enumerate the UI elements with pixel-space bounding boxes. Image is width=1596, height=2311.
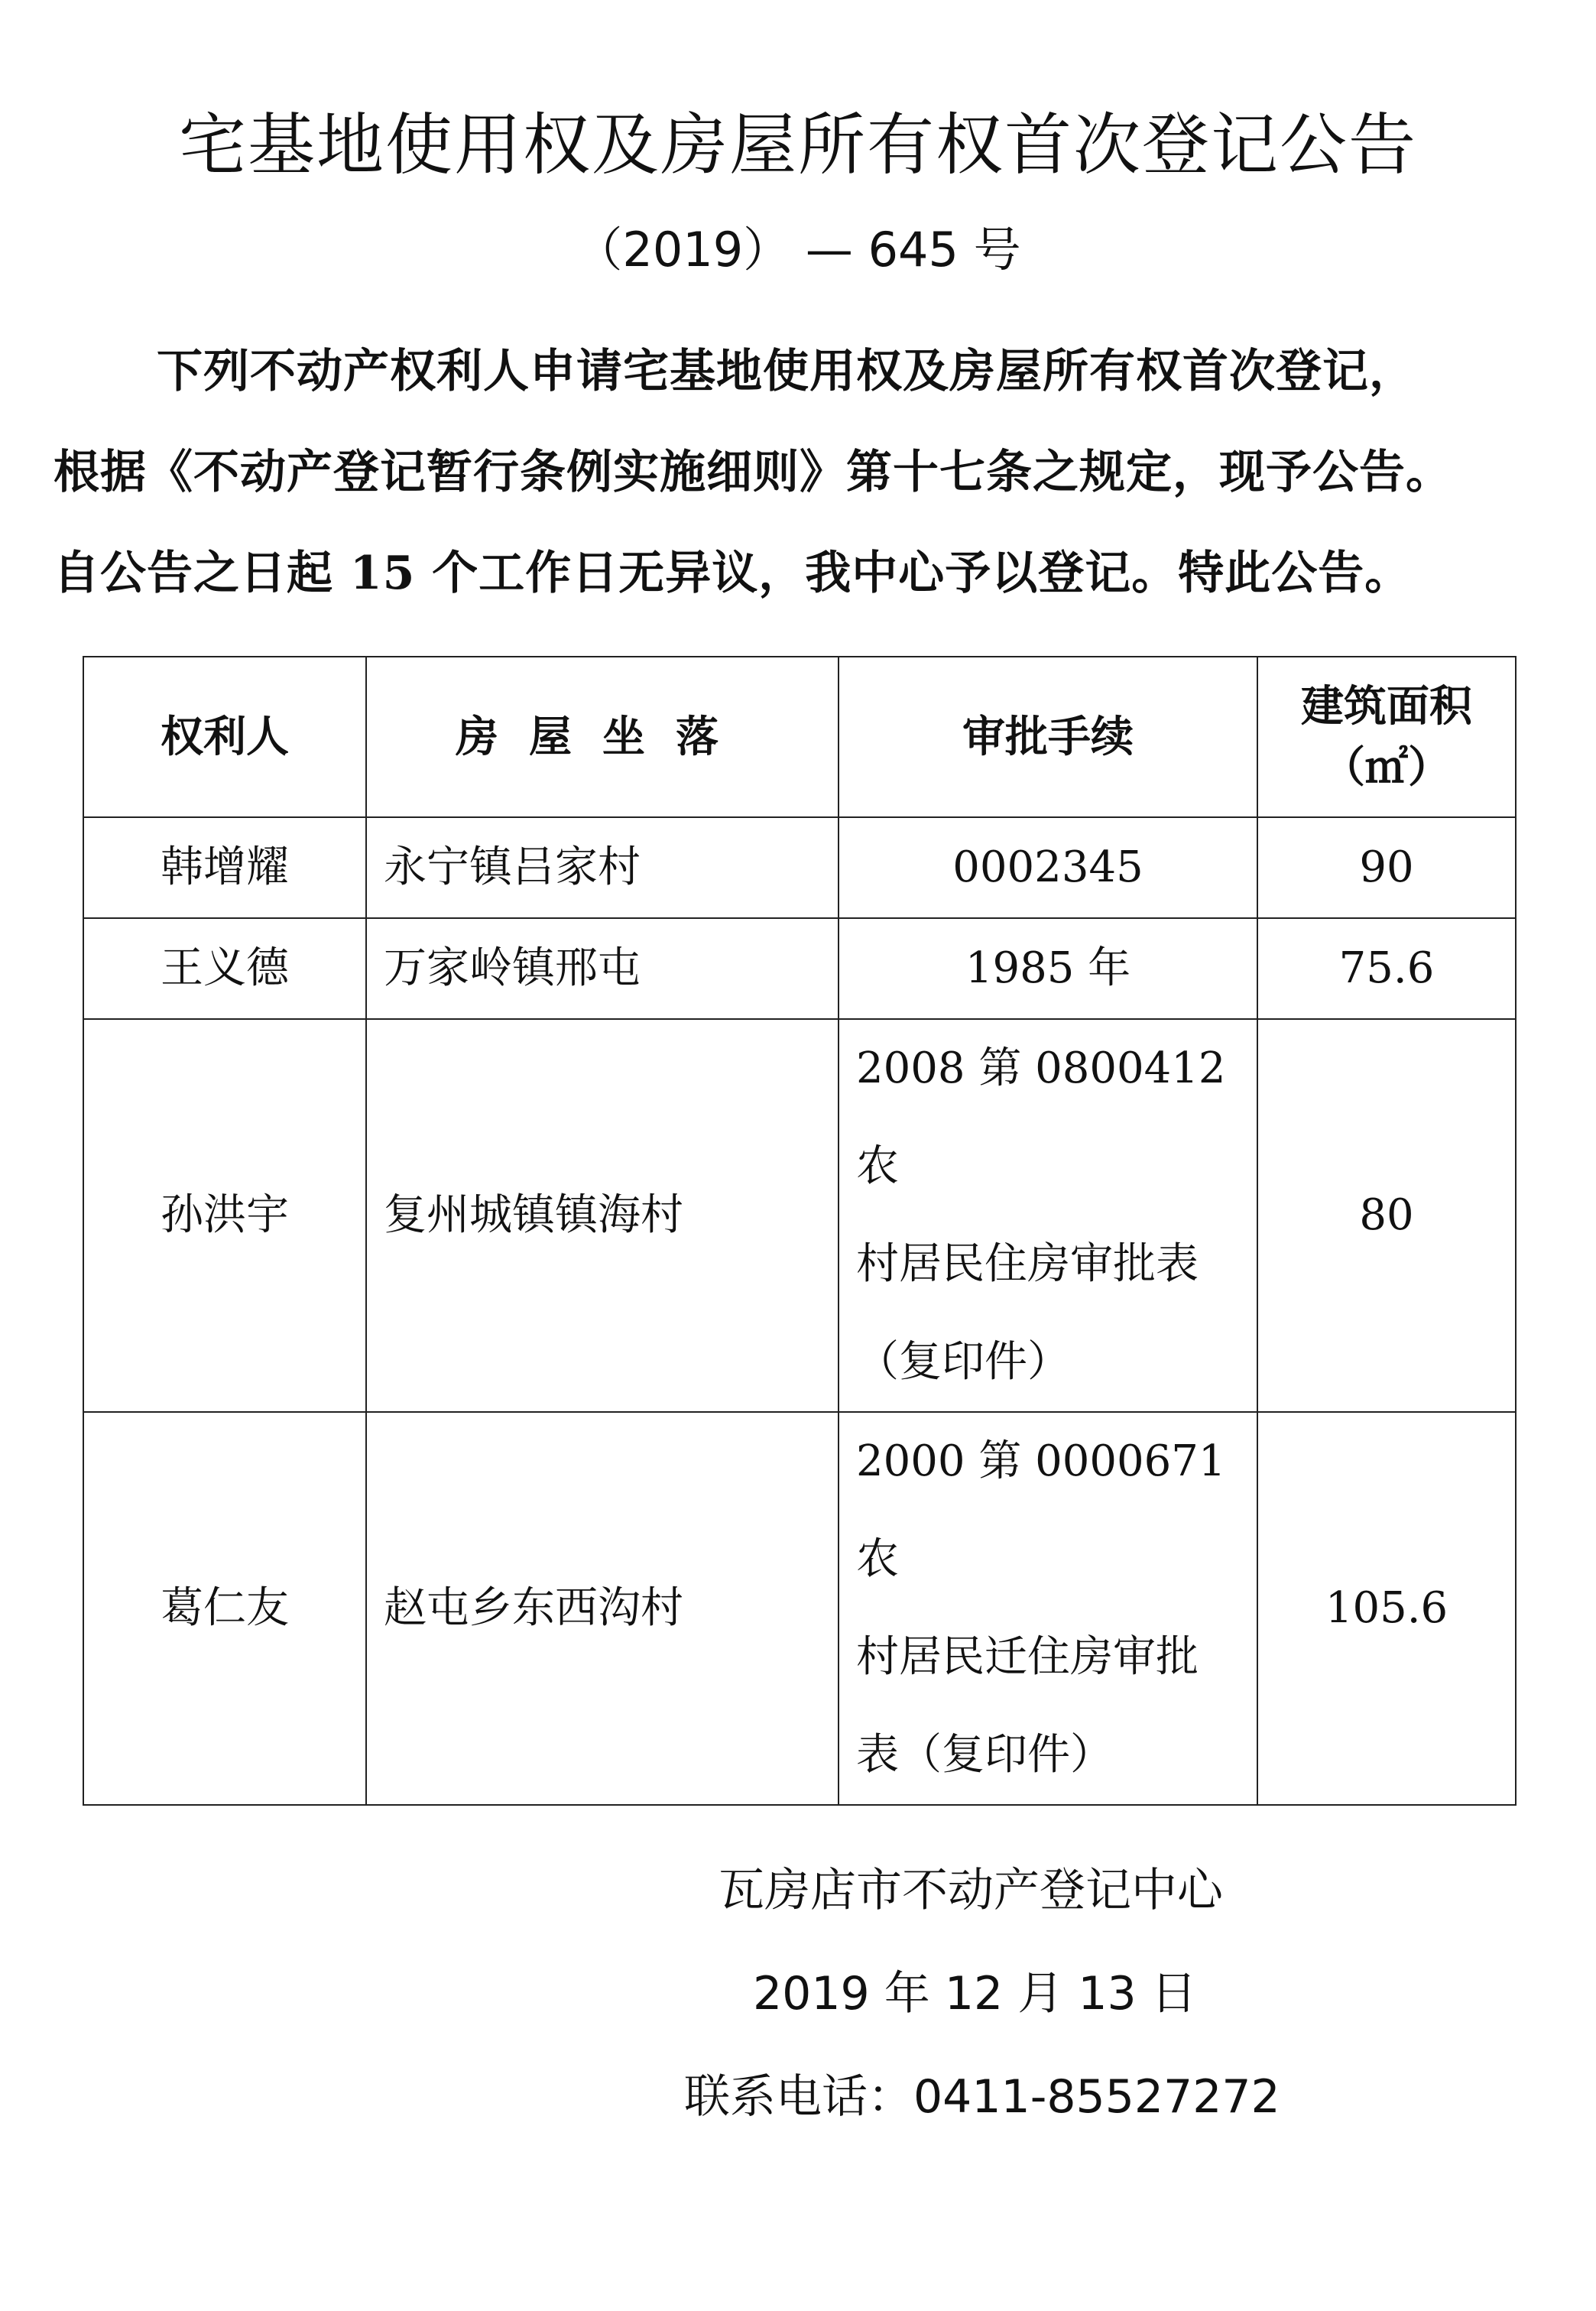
notice-title: 宅基地使用权及房屋所有权首次登记公告 bbox=[178, 105, 1417, 184]
cell-location: 永宁镇吕家村 bbox=[366, 817, 839, 918]
approval-line: （复印件） bbox=[856, 1337, 1070, 1387]
cell-area: 80 bbox=[1257, 1019, 1516, 1412]
header-area-unit: （㎡） bbox=[1322, 742, 1451, 793]
table-row bbox=[83, 1412, 1516, 1805]
table-row bbox=[83, 918, 1516, 1019]
body-line-1: 下列不动产权利人申请宅基地使用权及房屋所有权首次登记， bbox=[157, 345, 1416, 398]
issuing-organization: 瓦房店市不动产登记中心 bbox=[719, 1864, 1223, 1917]
header-approval: 审批手续 bbox=[839, 657, 1257, 817]
cell-approval: 0002345 bbox=[839, 817, 1257, 918]
cell-approval bbox=[839, 1412, 1257, 1805]
cell-holder: 韩增耀 bbox=[83, 817, 366, 918]
approval-line: 2008 第 0800412 农 bbox=[856, 1044, 1226, 1191]
header-area bbox=[1257, 657, 1516, 817]
cell-area: 90 bbox=[1257, 817, 1516, 918]
header-holder: 权利人 bbox=[83, 657, 366, 817]
cell-holder: 王义德 bbox=[83, 918, 366, 1019]
cell-holder: 孙洪宇 bbox=[83, 1019, 366, 1412]
cell-location: 复州城镇镇海村 bbox=[366, 1019, 839, 1412]
registration-table bbox=[83, 656, 1517, 1806]
header-area-label: 建筑面积 bbox=[1301, 681, 1472, 732]
notice-body bbox=[54, 321, 1544, 624]
approval-line: 村居民迁住房审批 bbox=[856, 1632, 1199, 1682]
header-location: 房屋坐落 bbox=[366, 657, 839, 817]
issue-date: 2019 年 12 月 13 日 bbox=[753, 1967, 1197, 2021]
cell-location: 万家岭镇邢屯 bbox=[366, 918, 839, 1019]
cell-area: 105.6 bbox=[1257, 1412, 1516, 1805]
cell-approval bbox=[839, 1019, 1257, 1412]
table-header-row bbox=[83, 657, 1516, 817]
cell-approval: 1985 年 bbox=[839, 918, 1257, 1019]
approval-line: 村居民住房审批表 bbox=[856, 1239, 1199, 1289]
approval-line: 2000 第 0000671 农 bbox=[856, 1436, 1226, 1584]
document-number: （2019） — 645 号 bbox=[575, 222, 1021, 278]
cell-area: 75.6 bbox=[1257, 918, 1516, 1019]
table-row bbox=[83, 817, 1516, 918]
contact-phone: 联系电话：0411-85527272 bbox=[684, 2070, 1280, 2124]
body-line-2: 根据《不动产登记暂行条例实施细则》第十七条之规定，现予公告。 bbox=[54, 446, 1452, 499]
table-row bbox=[83, 1019, 1516, 1412]
body-line-3: 自公告之日起 15 个工作日无异议，我中心予以登记。特此公告。 bbox=[54, 547, 1412, 600]
cell-location: 赵屯乡东西沟村 bbox=[366, 1412, 839, 1805]
approval-line: 表（复印件） bbox=[856, 1730, 1113, 1780]
cell-holder: 葛仁友 bbox=[83, 1412, 366, 1805]
